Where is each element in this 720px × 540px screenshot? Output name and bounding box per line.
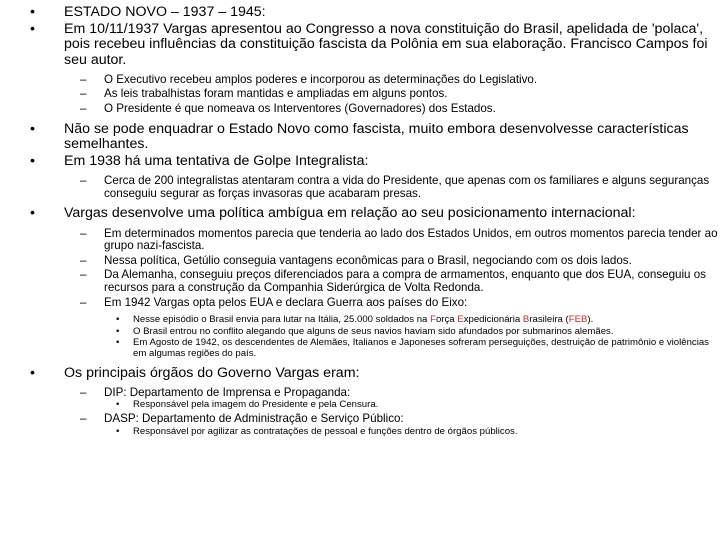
- sub-bullet-text: O Executivo recebeu amplos poderes e incorporou as determinações do Legislativo.: [104, 72, 538, 86]
- dash-icon: –: [80, 72, 87, 86]
- sub-bullet: [0, 88, 720, 101]
- sub-sub-bullet-text: [133, 315, 720, 326]
- text-run: Nesse episódio o Brasil envia para lutar na Itália, 25.000 soldados na: [133, 314, 431, 326]
- sub-bullet-text: Em determinados momentos parecia que tenderia ao lado dos Estados Unidos, em outros momentos parecia tender ao grupo nazi-fascista.: [104, 226, 718, 253]
- sub-bullet-dasp: [0, 413, 720, 426]
- dash-icon: –: [80, 253, 87, 267]
- sub-sub-bullet: [0, 427, 720, 438]
- bullet-text: Em 1938 há uma tentativa de Golpe Integralista:: [64, 153, 369, 169]
- sub-bullet: [0, 297, 720, 310]
- sub-bullet-text: DIP: Departamento de Imprensa e Propaganda:: [104, 385, 351, 399]
- bullet-text: Os principais órgãos do Governo Vargas eram:: [64, 364, 360, 381]
- bullet-dot-icon: •: [30, 4, 35, 20]
- sub-sub-bullet-text: Responsável por agilizar as contratações de pessoal e funções dentro de órgãos públicos.: [133, 425, 518, 437]
- sub-bullet-text: Da Alemanha, conseguiu preços diferenciados para a compra de armamentos, enquanto que dos EUA, conseguiu os recursos para a construção da Companhia Siderúrgica de Volta Redonda.: [104, 268, 706, 294]
- text-run: rasileira (: [529, 314, 569, 326]
- sub-bullet: [0, 228, 720, 253]
- bullet-dot-icon: •: [30, 364, 35, 381]
- sub-bullet: [0, 103, 720, 116]
- sub-bullet-text: O Presidente é que nomeava os Interventores (Governadores) dos Estados.: [104, 102, 496, 115]
- sub-bullet-text: DASP: Departamento de Administração e Serviço Público:: [104, 411, 404, 425]
- sub-bullet-dip: [0, 387, 720, 400]
- bullet-dot-icon: •: [116, 337, 120, 349]
- bullet-text: ESTADO NOVO – 1937 – 1945:: [64, 4, 266, 20]
- sub-bullet: [0, 74, 720, 87]
- bullet-dot-icon: •: [116, 325, 120, 337]
- dash-icon: –: [80, 411, 87, 425]
- sub-sub-bullet-text: Em Agosto de 1942, os descendentes de Alemães, Italianos e Japoneses sofreram perseguições, destruição de patrimônio e violências em algumas regiões do país.: [133, 337, 709, 359]
- bullet-dot-icon: •: [30, 205, 35, 222]
- dash-icon: –: [80, 226, 87, 240]
- bullet-golpe-integralista: [0, 154, 720, 169]
- sub-bullet: [0, 269, 720, 294]
- sub-sub-bullet-text: O Brasil entrou no conflito alegando que alguns de seus navios haviam sido afundados por submarinos alemães.: [133, 325, 614, 337]
- bullet-orgaos: [0, 366, 720, 381]
- bullet-dot-icon: •: [116, 425, 120, 437]
- highlight-abbr: FEB: [568, 314, 588, 326]
- dash-icon: –: [80, 385, 87, 399]
- dash-icon: –: [80, 102, 87, 115]
- dash-icon: –: [80, 174, 87, 188]
- bullet-estado-novo: [0, 5, 720, 20]
- dash-icon: –: [80, 268, 87, 282]
- sub-sub-bullet: [0, 327, 720, 338]
- sub-bullet: [0, 255, 720, 268]
- sub-sub-bullet: [0, 400, 720, 411]
- text-run: xpedicionária: [463, 314, 523, 326]
- text-run: orça: [435, 314, 458, 326]
- sub-bullet: [0, 175, 720, 200]
- bullet-dot-icon: •: [30, 21, 35, 38]
- highlight-letter: F: [430, 314, 436, 326]
- bullet-text: Vargas desenvolve uma política ambígua em relação ao seu posicionamento internacional:: [64, 205, 636, 222]
- sub-sub-bullet: [0, 338, 720, 359]
- sub-bullet-text: Nessa política, Getúlio conseguia vantagens econômicas para o Brasil, negociando com os dois lados.: [104, 253, 632, 267]
- sub-bullet-text: Cerca de 200 integralistas atentaram contra a vida do Presidente, que apenas com os familiares e alguns seguranças conseguiu segurar as forças invasoras que acabaram presas.: [104, 174, 710, 200]
- bullet-politica-ambigua: [0, 206, 720, 221]
- bullet-dot-icon: •: [116, 399, 120, 411]
- sub-bullet-text: As leis trabalhistas foram mantidas e ampliadas em alguns pontos.: [104, 87, 448, 101]
- sub-sub-bullet-feb: [0, 315, 720, 326]
- text-run: ).: [587, 314, 594, 326]
- bullet-dot-icon: •: [30, 153, 35, 169]
- dash-icon: –: [80, 295, 87, 309]
- bullet-text: Não se pode enquadrar o Estado Novo como fascista, muito embora desenvolvesse características semelhantes.: [64, 120, 689, 152]
- highlight-letter: B: [522, 314, 530, 326]
- sub-bullet-text: Em 1942 Vargas opta pelos EUA e declara Guerra aos países do Eixo:: [104, 295, 468, 309]
- highlight-letter: E: [457, 314, 464, 326]
- dash-icon: –: [80, 87, 87, 101]
- bullet-dot-icon: •: [30, 120, 35, 137]
- sub-sub-bullet-text: Responsável pela imagem do Presidente e pela Censura.: [133, 399, 379, 411]
- bullet-constituicao: [0, 22, 720, 68]
- bullet-dot-icon: •: [116, 314, 120, 326]
- bullet-fascismo: [0, 122, 720, 152]
- bullet-text: Em 10/11/1937 Vargas apresentou ao Congresso a nova constituição do Brasil, apelidada de 'polaca', pois recebeu influências da constituição fascista da Polônia em sua elaboração. Francisco Campos foi seu autor.: [64, 21, 708, 68]
